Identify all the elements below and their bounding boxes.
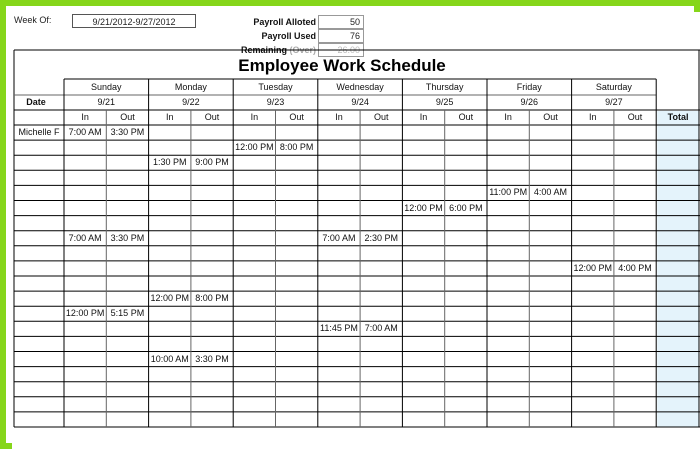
shift-in-time: 10:00 AM [150,353,189,364]
shift-in-time: 7:00 AM [322,232,356,243]
out-header: Out [543,112,558,122]
out-header: Out [289,112,304,122]
shift-out-time: 6:00 PM [449,202,483,213]
payroll-used-label: Payroll Used [261,31,316,41]
day-date: 9/23 [266,97,285,107]
in-header: In [250,112,259,122]
day-date: 9/27 [605,97,623,107]
shift-out-time: 9:00 PM [195,157,229,168]
shift-in-time: 11:45 PM [320,323,358,334]
day-date: 9/21 [97,97,116,107]
shift-in-time: 11:00 PM [489,187,528,198]
shift-in-time: 7:00 AM [68,127,102,137]
shift-in-time: 12:00 PM [235,142,274,153]
week-of-label: Week Of: [14,15,52,25]
day-date: 9/26 [520,97,539,107]
day-date: 9/24 [351,97,369,107]
in-header: In [419,112,428,122]
shift-in-time: 12:00 PM [65,308,105,319]
employee-name: Michelle F [18,127,60,137]
day-name: Sunday [91,82,122,92]
shift-in-time: 1:30 PM [152,157,187,168]
payroll-alloted-label: Payroll Alloted [253,17,316,27]
day-date: 9/22 [182,97,200,107]
payroll-used-value[interactable]: 76 [318,29,364,43]
payroll-alloted-value[interactable]: 50 [318,15,364,29]
out-header: Out [373,112,389,122]
shift-out-time: 4:00 AM [533,187,567,198]
out-header: Out [120,112,135,122]
day-name: Saturday [595,82,632,92]
day-name: Tuesday [258,82,293,92]
shift-out-time: 5:15 PM [110,308,145,319]
in-header: In [588,112,597,122]
remaining-over-text: (Over) [289,45,316,55]
shift-in-time: 12:00 PM [150,293,189,304]
remaining-text: Remaining [240,45,287,55]
day-name: Thursday [425,82,464,92]
shift-in-time: 7:00 AM [68,232,102,243]
day-name: Friday [516,82,542,92]
shift-out-time: 3:30 PM [110,127,145,137]
shift-out-time: 8:00 PM [279,142,314,153]
shift-out-time: 3:30 PM [110,232,145,243]
day-name: Monday [174,82,207,92]
shift-out-time: 4:00 PM [618,262,652,273]
schedule-sheet [12,12,700,449]
shift-in-time: 12:00 PM [573,262,612,273]
page-title: Employee Work Schedule [238,56,446,75]
in-header: In [81,112,89,122]
shift-out-time: 3:30 PM [195,353,229,364]
total-column-fill [657,111,699,427]
shift-in-time: 12:00 PM [404,202,443,213]
total-header: Total [667,112,689,122]
shift-out-time: 2:30 PM [364,232,398,243]
out-header: Out [627,112,643,122]
schedule-grid [12,12,700,449]
shift-out-time: 8:00 PM [195,293,229,304]
date-label: Date [26,97,46,107]
in-header: In [504,112,512,122]
shift-out-time: 7:00 AM [364,323,398,334]
week-of-value[interactable]: 9/21/2012-9/27/2012 [72,14,196,28]
in-header: In [335,112,343,122]
day-name: Wednesday [336,82,384,92]
out-header: Out [204,112,220,122]
remaining-value[interactable]: 26.00 [318,43,364,57]
out-header: Out [458,112,474,122]
day-date: 9/25 [435,97,454,107]
in-header: In [165,112,174,122]
